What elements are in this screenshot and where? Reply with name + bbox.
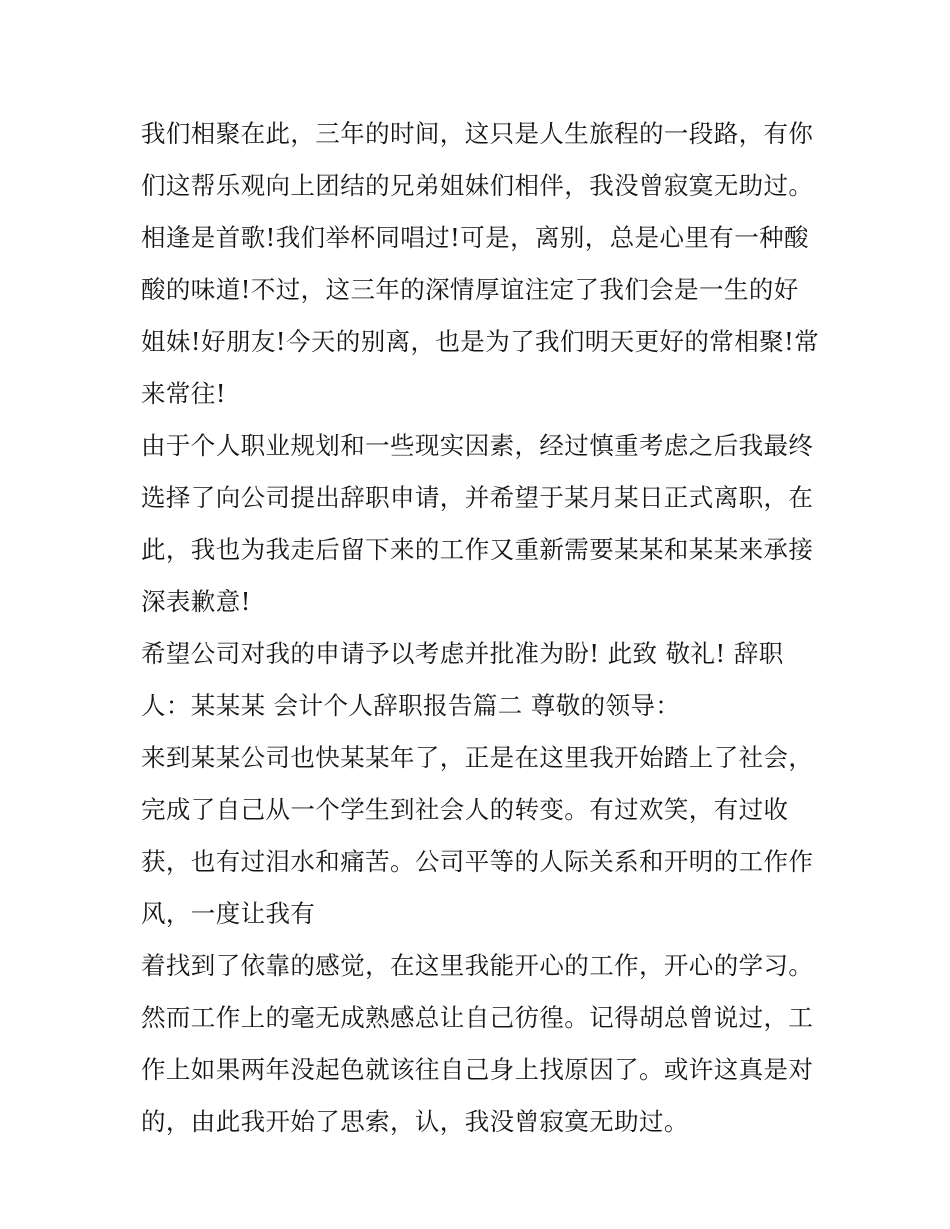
text-line: 风，一度让我有	[141, 899, 316, 928]
document-body	[141, 108, 821, 1148]
text-line: 来到某某公司也快某某年了，正是在这里我开始踏上了社会，	[141, 743, 814, 772]
text-line: 希望公司对我的申请予以考虑并批准为盼! 此致 敬礼! 辞职	[141, 639, 784, 668]
text-line: 由于个人职业规划和一些现实因素，经过慎重考虑之后我最终	[141, 431, 814, 460]
text-line: 相逢是首歌!我们举杯同唱过!可是，离别，总是心里有一种酸	[141, 223, 809, 252]
text-line: 人：某某某 会计个人辞职报告篇二 尊敬的领导：	[141, 691, 681, 720]
text-line: 来常往!	[141, 379, 226, 408]
text-line: 作上如果两年没起色就该往自己身上找原因了。或许这真是对	[141, 1055, 814, 1084]
text-line: 们这帮乐观向上团结的兄弟姐妹们相伴，我没曾寂寞无助过。	[141, 171, 814, 200]
text-line: 此，我也为我走后留下来的工作又重新需要某某和某某来承接	[141, 535, 814, 564]
text-line: 姐妹!好朋友!今天的别离，也是为了我们明天更好的常相聚!常	[141, 327, 820, 356]
text-line: 深表歉意!	[141, 587, 251, 616]
text-line: 获，也有过泪水和痛苦。公司平等的人际关系和开明的工作作	[141, 847, 814, 876]
text-line: 着找到了依靠的感觉，在这里我能开心的工作，开心的学习。	[141, 951, 814, 980]
text-line: 然而工作上的毫无成熟感总让自己彷徨。记得胡总曾说过，工	[141, 1003, 814, 1032]
text-line: 酸的味道!不过，这三年的深情厚谊注定了我们会是一生的好	[141, 275, 799, 304]
text-line: 完成了自己从一个学生到社会人的转变。有过欢笑，有过收	[141, 795, 789, 824]
text-line: 选择了向公司提出辞职申请，并希望于某月某日正式离职，在	[141, 483, 814, 512]
text-line: 的，由此我开始了思索，认，我没曾寂寞无助过。	[141, 1107, 689, 1136]
text-line: 我们相聚在此，三年的时间，这只是人生旅程的一段路，有你	[141, 119, 814, 148]
